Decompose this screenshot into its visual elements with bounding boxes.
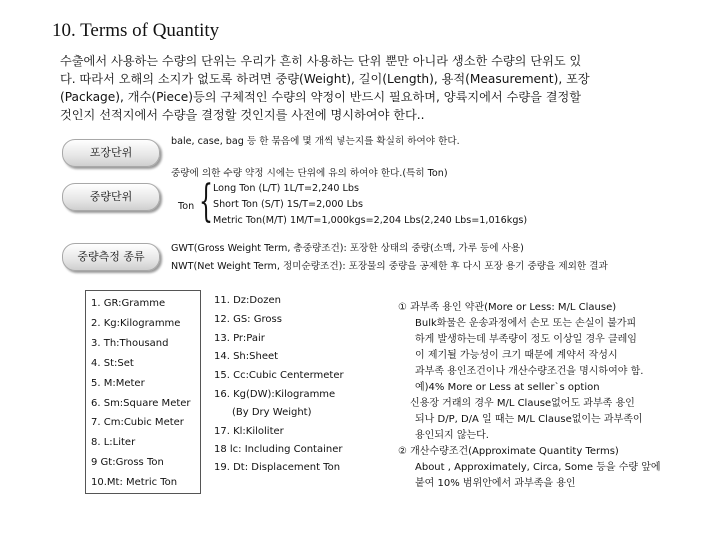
packing-unit-text: bale, case, bag 등 한 묶음에 몇 개씩 넣는지를 확실히 하여야 한다. [171, 136, 460, 147]
note-line: About , Approximately, Circa, Some 등을 수량 앞에 [415, 462, 661, 473]
unit-item: 17. Kl:Kiloliter [214, 426, 284, 437]
unit-item: 3. Th:Thousand [91, 338, 169, 349]
unit-item: 18 lc: Including Container [214, 444, 343, 455]
unit-item-note: (By Dry Weight) [232, 407, 312, 418]
unit-item: 1. GR:Gramme [91, 298, 166, 309]
page-title: 10. Terms of Quantity [52, 20, 220, 41]
note-line: 붙여 10% 범위안에서 과부족을 용인 [415, 478, 576, 489]
intro-line: 다. 따라서 오해의 소지가 없도록 하려면 중량(Weight), 길이(Length), 용적(Measurement), 포장 [60, 72, 590, 86]
unit-item: 15. Cc:Cubic Centermeter [214, 370, 344, 381]
intro-line: 것인지 선적지에서 수량을 결정할 것인지를 사전에 명시하여야 한다.. [60, 108, 425, 122]
unit-list-box [85, 290, 201, 494]
weight-unit-badge: 중량단위 [62, 183, 160, 211]
note-heading: ① 과부족 용인 약관(More or Less: M/L Clause) [398, 302, 617, 313]
unit-item: 11. Dz:Dozen [214, 295, 281, 306]
ton-item-metric: Metric Ton(M/T) 1M/T=1,000kgs=2,204 Lbs(2,240 Lbs=1,016kgs) [213, 215, 528, 226]
unit-item: 6. Sm:Square Meter [91, 398, 191, 409]
ton-label: Ton [178, 201, 195, 212]
weighing-type-badge: 중량측정 종류 [62, 243, 160, 271]
intro-paragraph [60, 52, 700, 124]
ton-item-long: Long Ton (L/T) 1L/T=2,240 Lbs [213, 183, 359, 194]
unit-item: 5. M:Meter [91, 378, 145, 389]
unit-item: 9 Gt:Gross Ton [91, 457, 164, 468]
unit-item: 16. Kg(DW):Kilogramme [214, 389, 336, 400]
nwt-text: NWT(Net Weight Term, 정미순량조건): 포장물의 중량을 공제한 후 다시 포장 용기 중량을 제외한 결과 [171, 261, 608, 272]
unit-item: 10.Mt: Metric Ton [91, 477, 178, 488]
unit-item: 4. St:Set [91, 358, 134, 369]
packing-unit-badge: 포장단위 [62, 139, 160, 167]
note-line: 되나 D/P, D/A 일 때는 M/L Clause없이는 과부족이 [415, 414, 643, 425]
note-heading: ② 개산수량조건(Approximate Quantity Terms) [398, 446, 619, 457]
ton-item-short: Short Ton (S/T) 1S/T=2,000 Lbs [213, 199, 364, 210]
note-line: 이 제기될 가능성이 크기 때문에 계약서 작성시 [415, 350, 618, 361]
intro-line: 수출에서 사용하는 수량의 단위는 우리가 흔히 사용하는 단위 뿐만 아니라 생소한 수량의 단위도 있 [60, 54, 582, 68]
unit-item: 2. Kg:Kilogramme [91, 318, 181, 329]
unit-item: 13. Pr:Pair [214, 333, 265, 344]
note-line: 용인되지 않는다. [415, 430, 489, 441]
note-line: Bulk화물은 운송과정에서 손모 또는 손실이 불가피 [415, 318, 637, 329]
weight-unit-text: 중량에 의한 수량 약정 시에는 단위에 유의 하여야 한다.(특히 Ton) [171, 168, 448, 179]
ton-brace: { [199, 176, 213, 227]
gwt-text: GWT(Gross Weight Term, 총중량조건): 포장한 상태의 중량(소맥, 가루 등에 사용) [171, 243, 524, 254]
unit-item: 8. L:Liter [91, 437, 136, 448]
intro-line: (Package), 개수(Piece)등의 구체적인 수량의 약정이 반드시 필요하며, 양륙지에서 수량을 결정할 [60, 90, 582, 104]
unit-item: 14. Sh:Sheet [214, 351, 279, 362]
note-line: 신용장 거래의 경우 M/L Clause없어도 과부족 용인 [410, 398, 635, 409]
note-line: 과부족 용인조건이나 개산수량조건을 명시하여야 함. [415, 366, 644, 377]
unit-item: 19. Dt: Displacement Ton [214, 462, 341, 473]
note-line: 예)4% More or Less at seller`s option [415, 382, 600, 393]
unit-item: 12. GS: Gross [214, 314, 282, 325]
note-line: 하게 발생하는데 부족량이 정도 이상일 경우 클레임 [415, 334, 637, 345]
unit-item: 7. Cm:Cubic Meter [91, 417, 184, 428]
